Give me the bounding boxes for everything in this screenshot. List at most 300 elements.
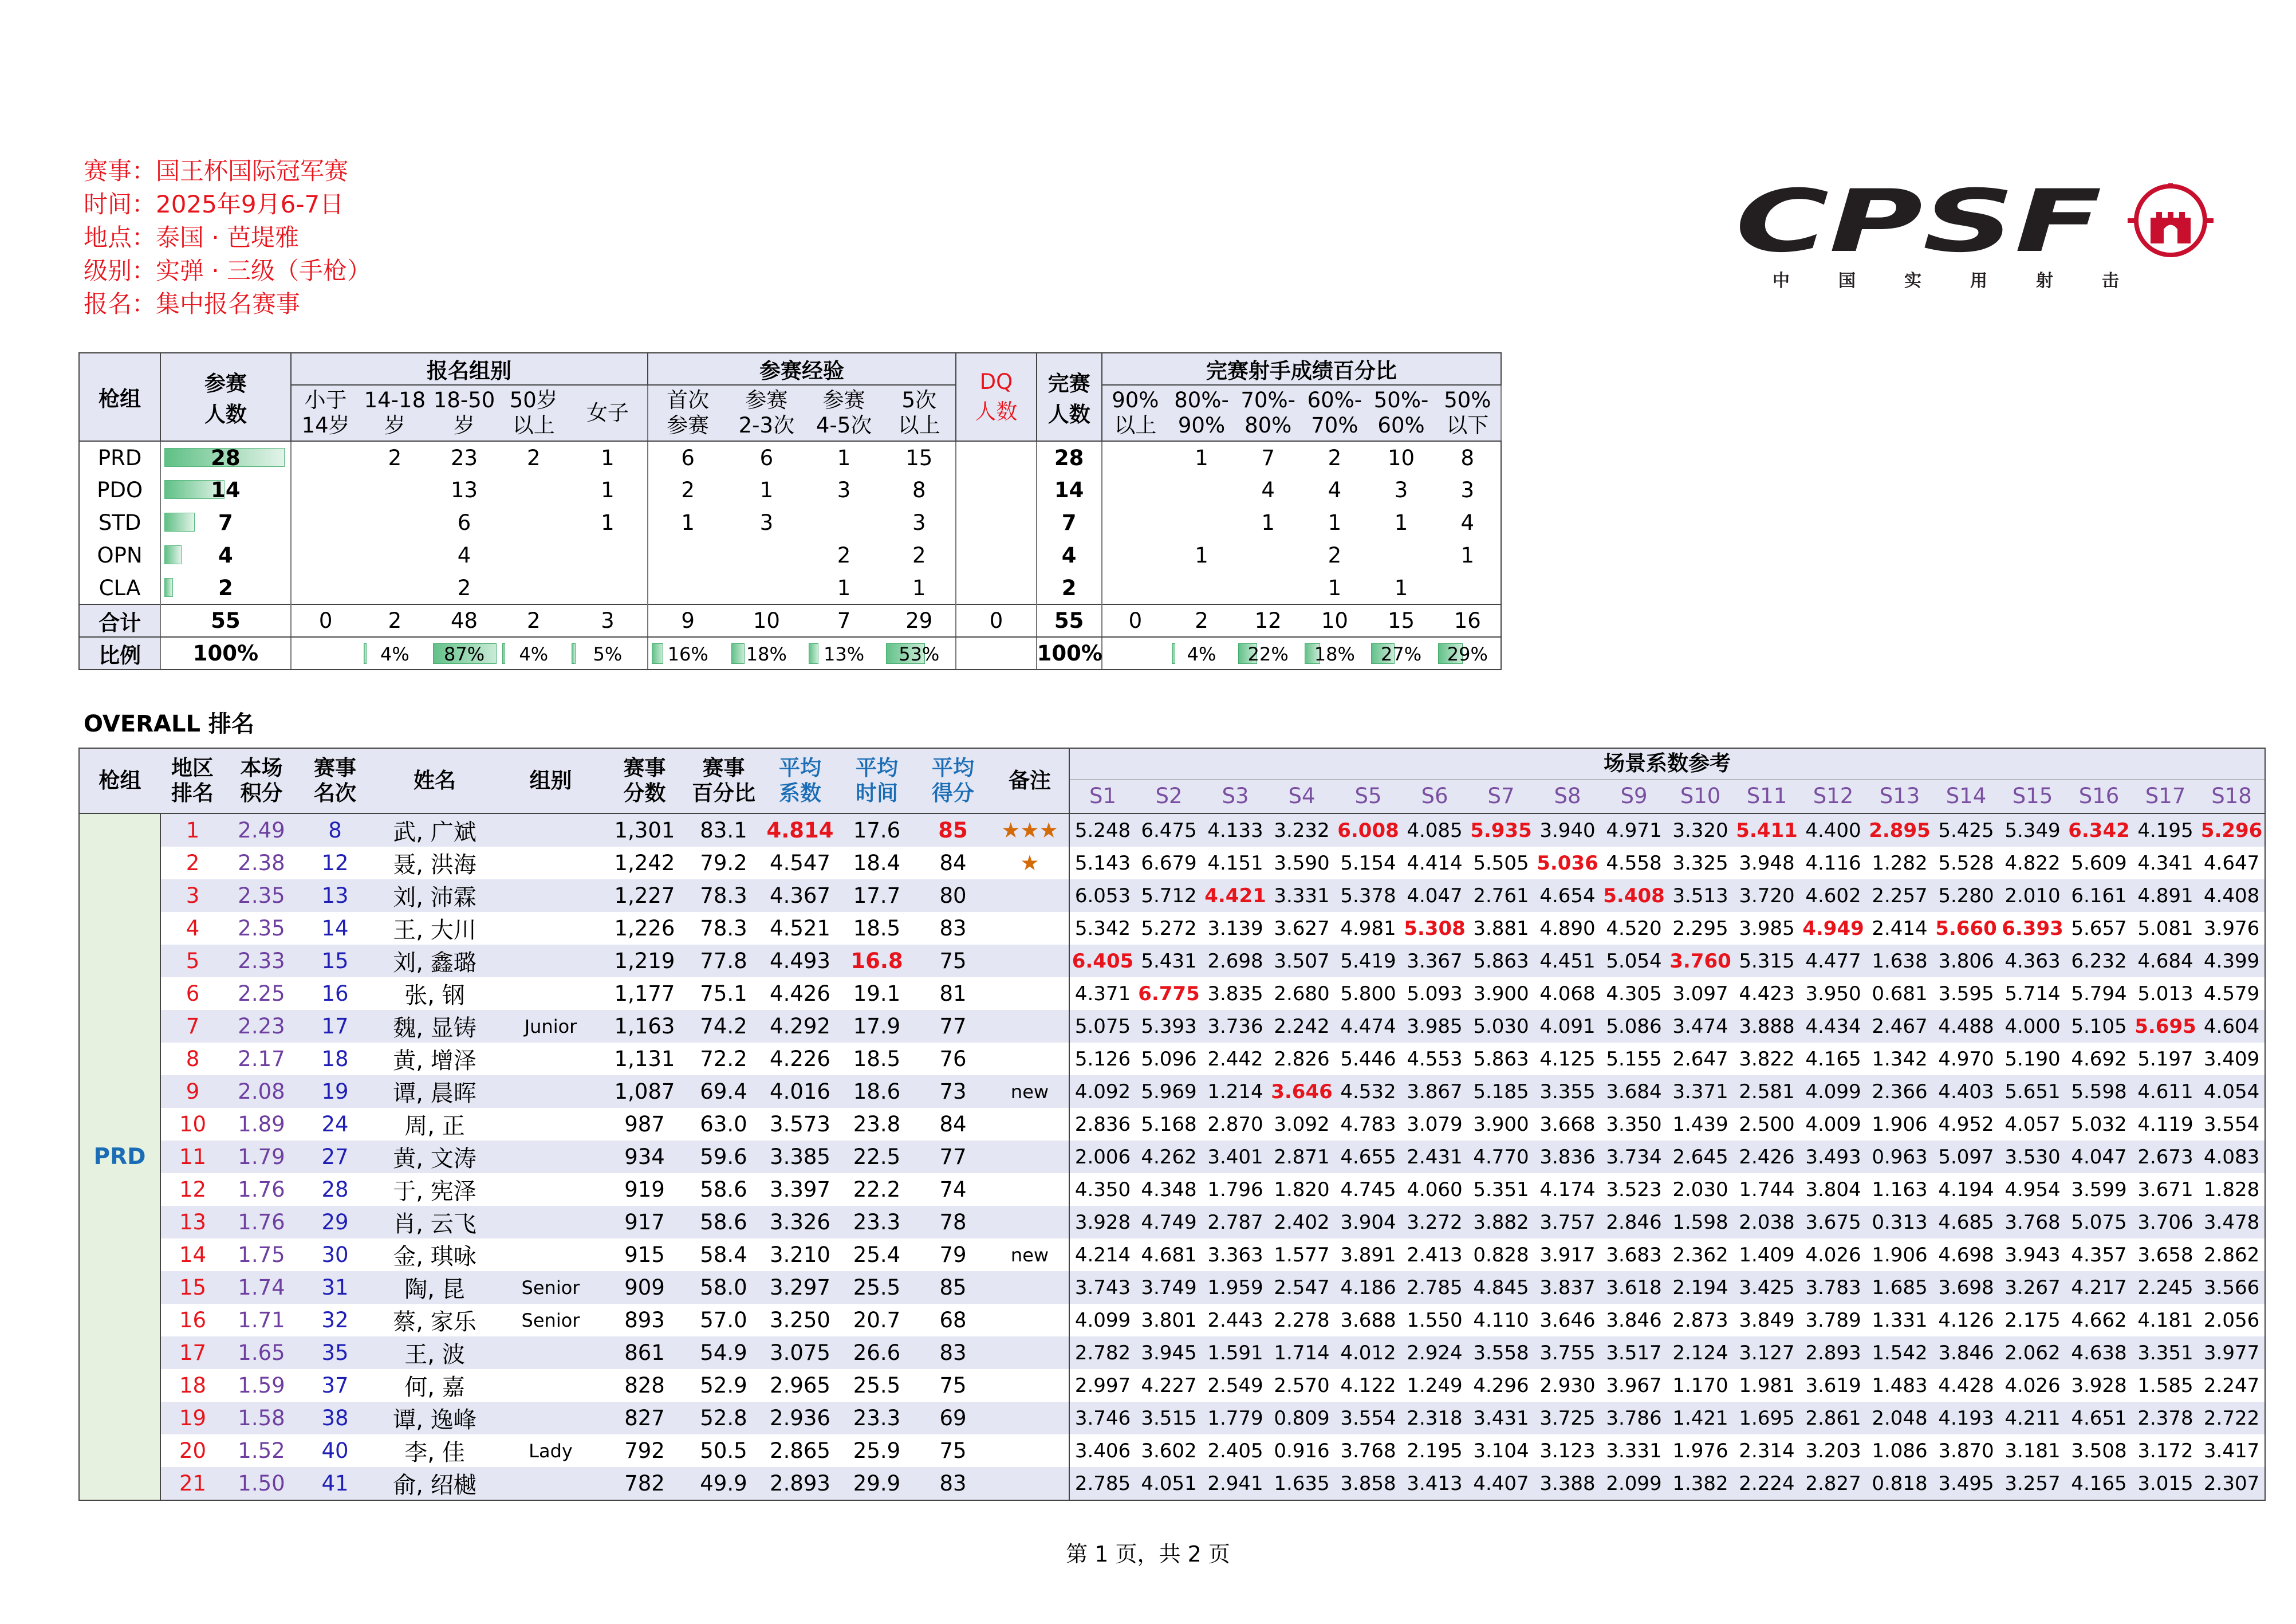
name-cell: 陶, 昆 [372, 1271, 498, 1304]
points-cell: 1.50 [225, 1467, 298, 1500]
stage-factor-cell: 2.647 [1672, 1047, 1728, 1071]
rank-cell: 20 [179, 1438, 207, 1463]
stage-factor-cell: 3.846 [1933, 1336, 1999, 1369]
stage-factor-cell: 5.075 [2066, 1206, 2132, 1238]
score-cell: 792 [624, 1438, 665, 1463]
stage-factor-cell: 3.746 [1069, 1402, 1136, 1434]
points-cell: 2.49 [225, 813, 298, 847]
stage-factor-cell: 4.348 [1141, 1178, 1197, 1201]
stage-factor-cell: 4.195 [2132, 813, 2199, 847]
division-header: 枪组 [79, 353, 160, 441]
stage-factor-cell: 4.047 [2066, 1141, 2132, 1173]
stage-factor-cell: 3.755 [1534, 1336, 1601, 1369]
ranking-row [79, 1075, 2265, 1108]
stage-factor-cell: 5.190 [2004, 1047, 2061, 1071]
percent-count: 7 [1261, 445, 1275, 470]
hit-factor-cell: 3.075 [762, 1336, 838, 1369]
match-rank-cell: 14 [321, 916, 349, 941]
score-cell: 934 [604, 1141, 686, 1173]
hit-factor-cell: 4.547 [770, 851, 830, 875]
stage-factor-cell: 2.924 [1401, 1336, 1468, 1369]
entrants-cell [160, 506, 290, 539]
class-cell [498, 879, 604, 912]
class-cell: Lady [529, 1440, 573, 1462]
score-cell: 909 [604, 1271, 686, 1304]
stage-factor-cell: 2.785 [1069, 1467, 1136, 1500]
ratio-bar [809, 643, 818, 664]
percent-count: 3 [1394, 478, 1408, 502]
rank-cell: 3 [160, 879, 225, 912]
experience-count [728, 539, 805, 572]
header-line: 系数 [779, 781, 821, 805]
stage-factor-cell: 2.893 [1800, 1336, 1866, 1369]
stage-factor-cell: 2.362 [1672, 1243, 1728, 1267]
stage-factor-cell: 2.826 [1274, 1047, 1330, 1071]
stage-factor-cell: 4.421 [1202, 879, 1269, 912]
avg-score-cell: 68 [939, 1308, 967, 1332]
stage-factor-cell: 1.981 [1739, 1374, 1795, 1397]
event-name: 赛事：国王杯国际冠军赛 [84, 157, 349, 185]
points-cell: 1.58 [225, 1402, 298, 1434]
division-cell: PRD [79, 441, 160, 474]
dq-count [956, 572, 1036, 604]
stage-factor-cell: 3.891 [1340, 1243, 1396, 1267]
stage-factor-cell: 5.097 [1933, 1141, 1999, 1173]
column-header [604, 748, 686, 813]
total-percent: 0 [1102, 604, 1168, 637]
stage-factor-cell: 1.796 [1207, 1178, 1263, 1201]
hit-factor-cell: 4.814 [762, 813, 838, 847]
stage-label: S13 [1866, 779, 1933, 813]
stage-factor-cell: 5.054 [1601, 945, 1667, 977]
stage-factor-cell: 3.985 [1739, 917, 1795, 940]
stage-factor-cell: 5.419 [1335, 945, 1401, 977]
match-rank-cell: 18 [321, 1047, 349, 1071]
time-cell: 23.8 [853, 1112, 901, 1137]
note-cell [991, 1173, 1069, 1206]
stage-factor-cell: 2.467 [1866, 1010, 1933, 1043]
stage-factor-cell: 0.818 [1866, 1467, 1933, 1500]
overall-title: OVERALL 排名 [84, 711, 254, 737]
stage-factor-cell: 4.662 [2071, 1308, 2127, 1332]
ratio-percent [1435, 637, 1501, 670]
stage-factor-cell: 1.483 [1872, 1374, 1928, 1397]
avg-score-cell: 84 [939, 851, 967, 875]
stage-factor-cell: 3.801 [1141, 1308, 1197, 1332]
header-line: 以上 [897, 413, 940, 438]
stage-factor-cell: 3.882 [1468, 1206, 1534, 1238]
stage-label: S4 [1269, 779, 1335, 813]
stage-factor-cell: 3.822 [1739, 1047, 1795, 1071]
stage-factor-cell: 6.775 [1138, 982, 1200, 1005]
stage-factor-cell: 5.168 [1141, 1112, 1197, 1136]
stage-factor-cell: 3.904 [1335, 1206, 1401, 1238]
stage-factor-cell: 3.367 [1401, 945, 1468, 977]
stage-factor-cell: 5.431 [1136, 945, 1202, 977]
stage-factor-cell: 5.651 [1999, 1075, 2066, 1108]
stage-factor-cell: 3.123 [1539, 1439, 1596, 1462]
ratio-group [360, 637, 430, 670]
stage-factor-cell: 4.981 [1340, 917, 1396, 940]
stage-factor-cell: 4.698 [1938, 1243, 1994, 1267]
stage-factor-cell: 3.646 [1539, 1308, 1596, 1332]
total-experience: 9 [648, 604, 728, 637]
stage-factor-cell: 2.224 [1734, 1467, 1800, 1500]
group-count [568, 539, 647, 572]
stage-factor-cell: 4.949 [1802, 917, 1864, 940]
stage-factor-cell: 1.959 [1202, 1271, 1269, 1304]
total-finished: 55 [1037, 604, 1102, 637]
avg-score-cell: 77 [915, 1141, 991, 1173]
stage-factor-cell: 3.688 [1340, 1308, 1396, 1332]
event-info [84, 155, 371, 321]
stage-factor-cell: 3.943 [2004, 1243, 2061, 1267]
percent-count: 4 [1435, 506, 1501, 539]
ranking-row [79, 1206, 2265, 1238]
stage-factor-cell: 4.193 [1933, 1402, 1999, 1434]
stage-factor-cell: 2.871 [1269, 1141, 1335, 1173]
rank-cell: 1 [160, 813, 225, 847]
stage-factor-cell: 2.846 [1601, 1206, 1667, 1238]
stage-factor-cell: 1.820 [1274, 1178, 1330, 1201]
stage-factor-cell: 4.655 [1335, 1141, 1401, 1173]
header-line: 人数 [1047, 402, 1090, 427]
header-line: 人数 [975, 399, 1018, 424]
experience-count: 1 [681, 510, 695, 535]
stage-factor-cell: 3.355 [1534, 1075, 1601, 1108]
rank-cell: 13 [160, 1206, 225, 1238]
stage-factor-cell: 1.282 [1872, 851, 1928, 875]
percent-cell: 54.9 [686, 1336, 762, 1369]
time-cell: 23.3 [838, 1402, 915, 1434]
stage-factor-cell: 4.845 [1468, 1271, 1534, 1304]
group-count [360, 474, 430, 506]
summary-row [79, 572, 1501, 604]
stage-factor-cell: 6.393 [2002, 917, 2063, 940]
summary-row [79, 441, 1501, 474]
percent-cell: 78.3 [700, 916, 747, 941]
column-header [225, 748, 298, 813]
percent-count: 1 [1328, 575, 1342, 600]
stage-factor-cell: 4.119 [2137, 1112, 2193, 1136]
note-cell [991, 1402, 1069, 1434]
avg-score-cell: 73 [915, 1075, 991, 1108]
stage-factor-cell: 4.211 [1999, 1402, 2066, 1434]
total-entrants: 55 [160, 604, 290, 637]
stage-factor-cell: 4.954 [2004, 1178, 2061, 1201]
stage-factor-cell: 2.402 [1269, 1206, 1335, 1238]
hit-factor-cell: 4.493 [762, 945, 838, 977]
ranking-row [79, 912, 2265, 945]
stage-factor-cell: 4.952 [1938, 1112, 1994, 1136]
rank-cell: 15 [160, 1271, 225, 1304]
header-line: 以上 [1114, 413, 1157, 438]
name-cell: 金, 琪咏 [393, 1244, 476, 1270]
ratio-entrants: 100% [160, 637, 290, 670]
stage-factor-cell: 4.341 [2137, 851, 2193, 875]
stage-factor-cell: 3.331 [1269, 879, 1335, 912]
percent-cell: 63.0 [700, 1112, 747, 1137]
group-count [291, 474, 360, 506]
experience-count: 2 [837, 543, 851, 568]
ranking-row [79, 1402, 2265, 1434]
stage-factor-cell: 4.602 [1800, 879, 1866, 912]
ranking-row [79, 1238, 2265, 1271]
experience-count [648, 572, 728, 604]
match-rank-cell: 40 [321, 1438, 349, 1463]
logo-text: CPSF [1735, 183, 2102, 272]
stage-factor-cell: 4.165 [1805, 1047, 1861, 1071]
stage-factor-cell: 6.679 [1141, 851, 1197, 875]
summary-table [78, 352, 1502, 670]
ratio-bar [572, 643, 575, 664]
total-group: 2 [360, 604, 430, 637]
class-cell: Senior [521, 1309, 580, 1331]
percent-count: 2 [1328, 445, 1342, 470]
stage-factor-cell: 5.280 [1933, 879, 1999, 912]
stage-factor-cell: 3.566 [2199, 1271, 2265, 1304]
header-line: 平均 [779, 756, 821, 780]
stage-factor-cell: 2.570 [1274, 1374, 1330, 1397]
header-line: 70% [1311, 413, 1358, 438]
stage-factor-cell: 1.439 [1672, 1112, 1728, 1136]
finished-header [1037, 353, 1102, 441]
entrants-cell [160, 474, 290, 506]
group-count [291, 506, 360, 539]
dq-header [956, 353, 1036, 441]
rank-cell: 5 [160, 945, 225, 977]
percent-count [1168, 572, 1235, 604]
stage-factor-cell: 3.554 [2199, 1108, 2265, 1141]
stage-factor-cell: 4.047 [1401, 879, 1468, 912]
ratio-experience [805, 637, 883, 670]
stage-factor-cell: 4.520 [1606, 917, 1662, 940]
header-line: 14-18 [364, 388, 426, 412]
stage-factor-cell: 2.862 [2199, 1238, 2265, 1271]
percent-count [1102, 506, 1168, 539]
stage-factor-cell: 4.408 [2199, 879, 2265, 912]
percent-cell: 83.1 [686, 813, 762, 847]
percent-count [1102, 539, 1168, 572]
percent-count: 1 [1394, 575, 1408, 600]
percent-count: 1 [1435, 539, 1501, 572]
avg-score-cell: 79 [939, 1242, 967, 1267]
summary-total-row [79, 604, 1501, 637]
stage-factor-cell: 5.598 [2066, 1075, 2132, 1108]
stage-factor-cell: 5.155 [1606, 1047, 1662, 1071]
stage-factor-cell: 2.895 [1866, 813, 1933, 847]
match-rank-cell: 19 [298, 1075, 372, 1108]
stage-factor-cell: 3.706 [2132, 1206, 2199, 1238]
great-wall-emblem-icon [2128, 183, 2214, 255]
stage-factor-cell: 5.528 [1938, 851, 1994, 875]
header-line: 60%- [1307, 388, 1362, 412]
name-cell: 刘, 沛霖 [372, 879, 498, 912]
logo-subtitle-char: 中 [1773, 271, 1790, 291]
score-cell: 1,219 [604, 945, 686, 977]
percent-count: 1 [1195, 543, 1208, 568]
points-cell: 1.76 [238, 1177, 285, 1202]
stage-factor-cell: 3.079 [1407, 1112, 1463, 1136]
percent-cell: 58.6 [686, 1206, 762, 1238]
stage-factor-cell: 3.558 [1468, 1336, 1534, 1369]
time-cell: 25.5 [838, 1271, 915, 1304]
stage-factor-cell: 2.761 [1468, 879, 1534, 912]
experience-count: 6 [681, 445, 695, 470]
column-header [915, 748, 991, 813]
stage-factor-cell: 4.477 [1800, 945, 1866, 977]
note-cell [991, 1108, 1069, 1141]
column-header [686, 748, 762, 813]
stage-factor-cell: 2.414 [1872, 917, 1928, 940]
class-cell [498, 847, 604, 879]
ranking-row [79, 1434, 2265, 1467]
stage-factor-cell: 1.638 [1866, 945, 1933, 977]
percent-count [1435, 572, 1501, 604]
stage-factor-cell: 3.325 [1672, 851, 1728, 875]
stage-factor-cell: 6.405 [1069, 945, 1136, 977]
total-percent: 15 [1368, 604, 1434, 637]
stage-factor-cell: 3.900 [1473, 982, 1529, 1005]
experience-count [805, 506, 883, 539]
stage-factor-cell: 1.577 [1274, 1243, 1330, 1267]
stage-factor-cell: 3.172 [2137, 1439, 2193, 1462]
stage-factor-cell: 4.227 [1141, 1374, 1197, 1397]
hit-factor-cell: 2.865 [770, 1438, 830, 1463]
stage-factor-cell: 5.036 [1537, 851, 1598, 875]
stage-factor-cell: 0.828 [1473, 1243, 1529, 1267]
stage-factor-cell: 1.421 [1667, 1402, 1734, 1434]
stage-factor-cell: 4.891 [2132, 879, 2199, 912]
name-cell: 俞, 绍樾 [372, 1467, 498, 1500]
note-cell [991, 1336, 1069, 1369]
stage-factor-cell: 4.126 [1938, 1308, 1994, 1332]
stage-factor-cell: 4.647 [2199, 847, 2265, 879]
header-line: 百分比 [692, 781, 755, 805]
stage-factor-cell: 4.451 [1534, 945, 1601, 977]
finished-count: 7 [1037, 506, 1102, 539]
rank-cell: 2 [186, 851, 200, 875]
stage-factor-cell: 5.408 [1601, 879, 1667, 912]
stage-factor-cell: 3.928 [2071, 1374, 2127, 1397]
stage-factor-cell: 3.409 [2199, 1043, 2265, 1075]
hit-factor-cell: 4.016 [762, 1075, 838, 1108]
column-header [838, 748, 915, 813]
ratio-value: 13% [824, 643, 865, 665]
division-cell: CLA [79, 572, 160, 604]
name-cell: 周, 正 [404, 1113, 465, 1139]
ratio-dq [956, 637, 1036, 670]
rank-cell: 21 [160, 1467, 225, 1500]
time-cell: 18.4 [853, 851, 901, 875]
stage-factor-cell: 3.858 [1335, 1467, 1401, 1500]
stage-factor-cell: 5.969 [1136, 1075, 1202, 1108]
column-header [762, 748, 838, 813]
group-header: 报名组别 [291, 353, 648, 385]
percent-cell: 57.0 [700, 1308, 747, 1332]
finished-count: 28 [1037, 441, 1102, 474]
stage-factor-cell: 5.863 [1473, 1047, 1529, 1071]
hit-factor-cell: 3.385 [762, 1141, 838, 1173]
dq-count [956, 441, 1036, 474]
class-cell [498, 912, 604, 945]
stage-factor-cell: 4.822 [2004, 851, 2061, 875]
stage-factor-cell: 4.407 [1468, 1467, 1534, 1500]
stage-factor-cell: 3.749 [1136, 1271, 1202, 1304]
group-count: 2 [457, 575, 471, 600]
header-line: 分数 [623, 781, 666, 805]
time-cell: 25.5 [853, 1373, 901, 1398]
stage-factor-cell: 3.804 [1805, 1178, 1861, 1201]
stage-factor-cell: 5.308 [1404, 917, 1466, 940]
stage-factor-cell: 2.245 [2132, 1271, 2199, 1304]
hit-factor-cell: 4.521 [770, 916, 830, 941]
entrants-header [160, 353, 290, 441]
stage-factor-cell: 3.734 [1601, 1141, 1667, 1173]
stage-factor-cell: 5.105 [2066, 1010, 2132, 1043]
avg-score-cell: 83 [939, 916, 967, 941]
hit-factor-cell: 4.367 [762, 879, 838, 912]
stage-factor-cell: 3.104 [1473, 1439, 1529, 1462]
ratio-percent [1235, 637, 1301, 670]
entrants-bar [164, 545, 182, 564]
stage-factor-cell: 3.760 [1667, 945, 1734, 977]
note-cell: ★ [991, 847, 1069, 879]
group-count: 4 [457, 543, 471, 568]
stage-factor-cell: 2.247 [2199, 1369, 2265, 1402]
header-line: 赛事 [702, 756, 745, 780]
group-count [360, 506, 430, 539]
note-cell [991, 1434, 1069, 1467]
ratio-value: 18% [1314, 643, 1355, 665]
stage-factor-cell: 4.474 [1335, 1010, 1401, 1043]
class-cell [498, 1238, 604, 1271]
rank-cell: 6 [186, 981, 200, 1006]
total-group: 3 [568, 604, 647, 637]
points-cell: 2.38 [238, 851, 285, 875]
ranking-row [79, 945, 2265, 977]
percent-count: 1 [1195, 445, 1208, 470]
experience-subheader [805, 385, 883, 441]
percent-subheader [1168, 385, 1235, 441]
stage-factor-cell: 5.096 [1141, 1047, 1197, 1071]
class-cell [498, 1467, 604, 1500]
ratio-value: 4% [380, 643, 409, 665]
score-cell: 782 [604, 1467, 686, 1500]
ranking-row [79, 1467, 2265, 1500]
stage-factor-cell: 3.203 [1805, 1439, 1861, 1462]
ranking-row [79, 813, 2265, 847]
class-cell: Junior [498, 1010, 604, 1043]
match-rank-cell: 27 [298, 1141, 372, 1173]
stage-factor-cell: 3.015 [2132, 1467, 2199, 1500]
ranking-row [79, 1304, 2265, 1336]
stage-factor-cell: 1.086 [1872, 1439, 1928, 1462]
stage-factor-cell: 5.143 [1074, 851, 1131, 875]
total-label: 合计 [79, 604, 160, 637]
stage-factor-cell: 3.783 [1800, 1271, 1866, 1304]
experience-count: 15 [883, 441, 956, 474]
stage-factor-cell: 3.789 [1805, 1308, 1861, 1332]
points-cell: 2.23 [225, 1010, 298, 1043]
stage-factor-cell: 4.749 [1136, 1206, 1202, 1238]
stage-factor-cell: 1.685 [1866, 1271, 1933, 1304]
group-count [360, 572, 430, 604]
stage-factor-cell: 2.318 [1401, 1402, 1468, 1434]
avg-score-cell: 76 [939, 1047, 967, 1071]
stage-factor-cell: 1.409 [1739, 1243, 1795, 1267]
dq-count [956, 474, 1036, 506]
